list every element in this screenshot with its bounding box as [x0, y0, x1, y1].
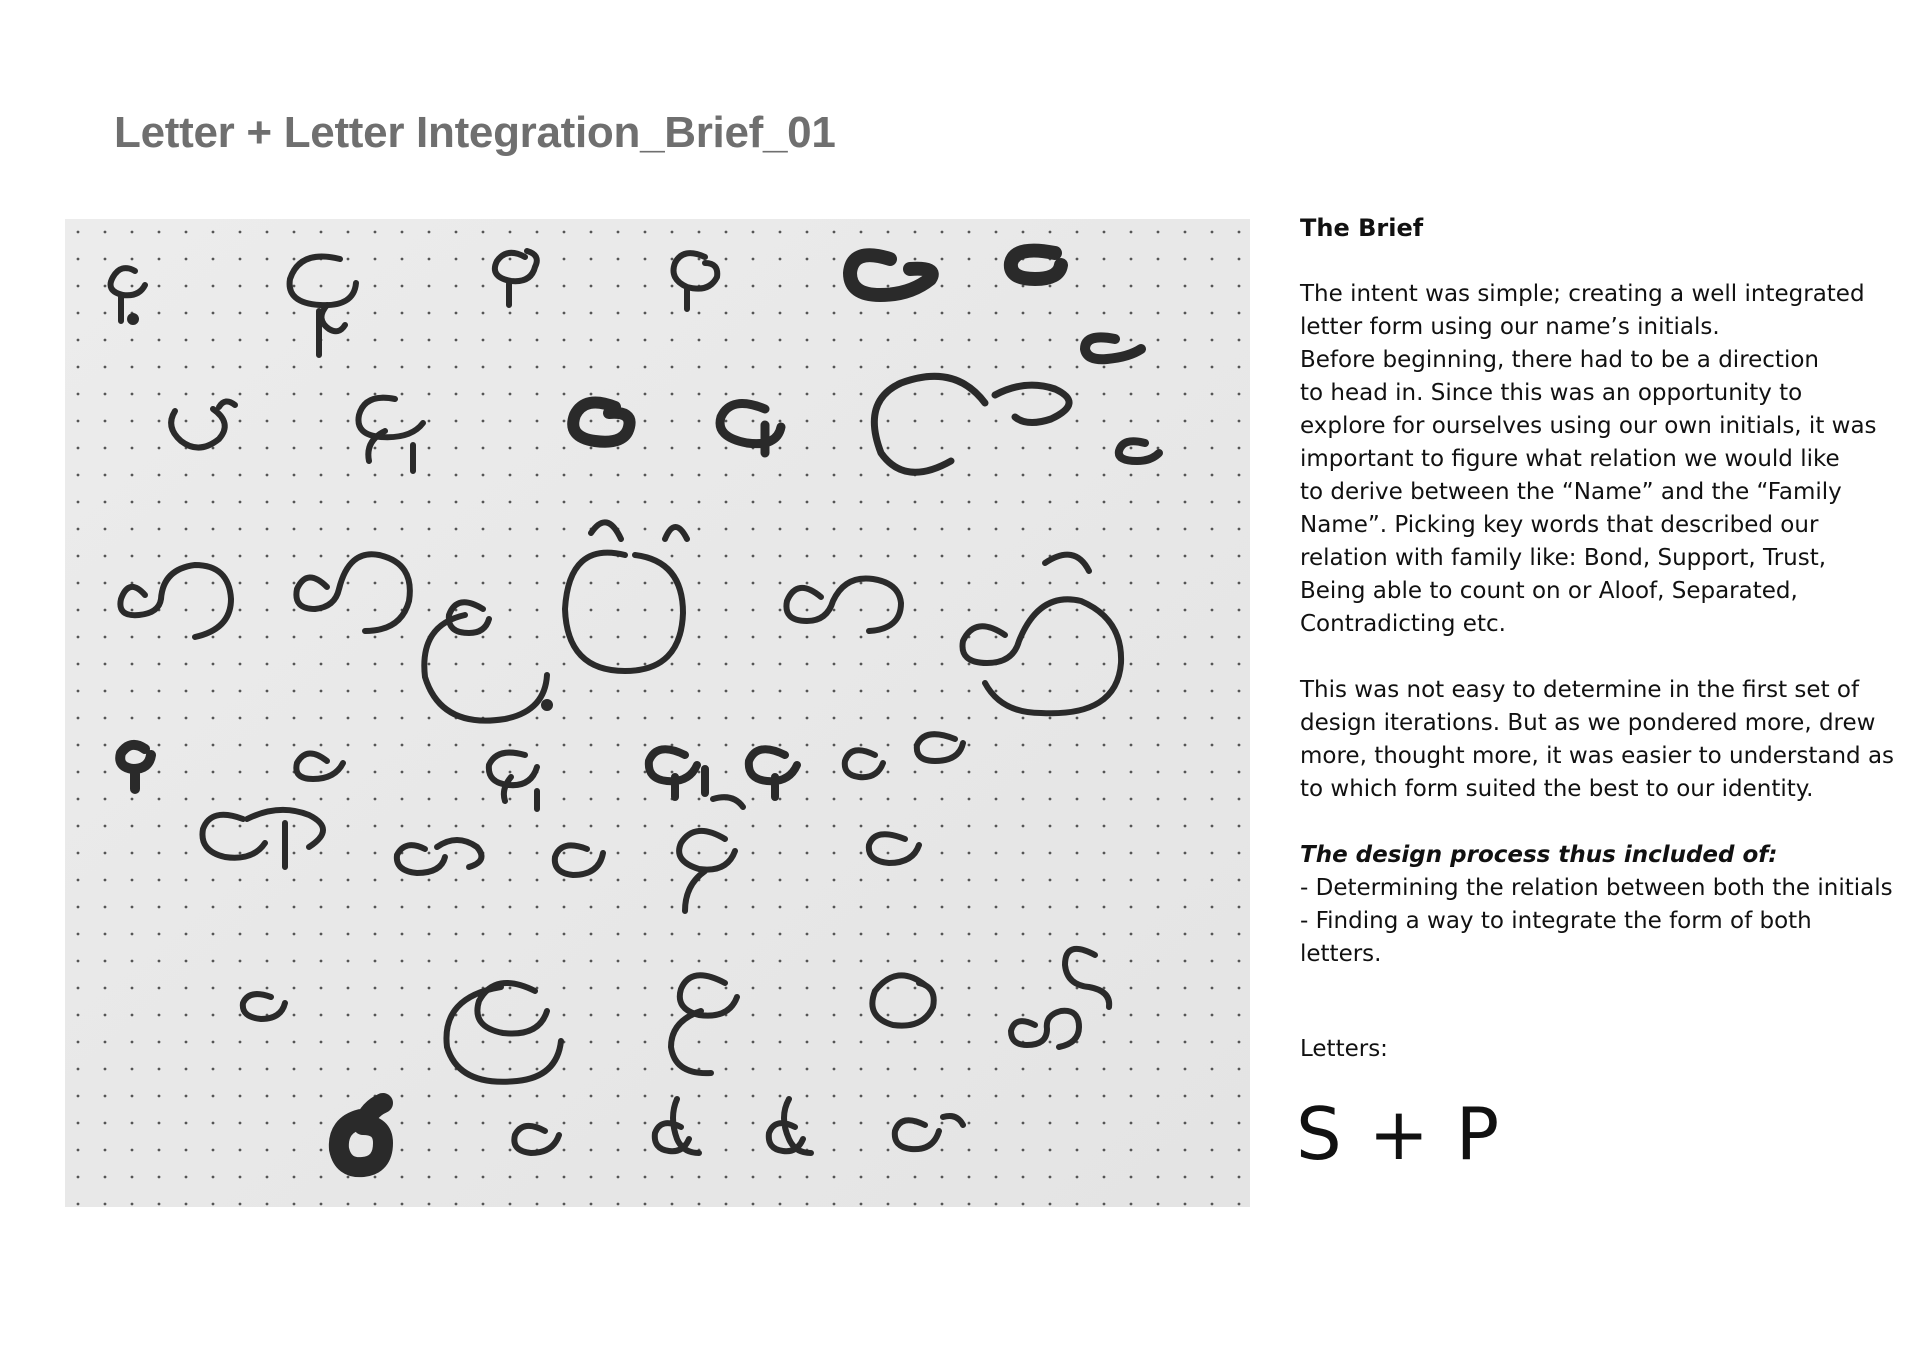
- sketch-photo: [65, 219, 1250, 1207]
- design-process-block: [1300, 839, 1893, 971]
- brief-text-column: [1300, 212, 1895, 1004]
- brief-paragraph-line: The intent was simple; creating a well integrated: [1300, 281, 1865, 307]
- brief-paragraph-line: relation with family like: Bond, Support, Trust,: [1300, 545, 1827, 571]
- brief-paragraph-line: This was not easy to determine in the first set of: [1300, 677, 1860, 703]
- brief-paragraph-line: explore for ourselves using our own initials, it was: [1300, 413, 1877, 439]
- brief-paragraph-1: [1300, 278, 1880, 641]
- design-process-item: - Determining the relation between both the initials: [1300, 875, 1893, 901]
- brief-paragraph-2: [1300, 674, 1895, 806]
- letters-value: S + P: [1296, 1092, 1502, 1176]
- brief-paragraph-line: to derive between the “Name” and the “Family: [1300, 479, 1842, 505]
- brief-paragraph-line: Contradicting etc.: [1300, 611, 1506, 637]
- design-process-item: letters.: [1300, 941, 1382, 967]
- design-process-item: - Finding a way to integrate the form of both: [1300, 908, 1812, 934]
- page-title: Letter + Letter Integration_Brief_01: [114, 108, 836, 157]
- brief-paragraph-line: to which form suited the best to our identity.: [1300, 776, 1814, 802]
- brief-paragraph-line: letter form using our name’s initials.: [1300, 314, 1720, 340]
- brief-paragraph-line: design iterations. But as we pondered more, drew: [1300, 710, 1876, 736]
- brief-paragraph-line: more, thought more, it was easier to understand as: [1300, 743, 1895, 769]
- brief-heading: The Brief: [1300, 214, 1424, 242]
- design-process-heading: The design process thus included of:: [1300, 842, 1778, 868]
- brief-paragraph-line: Name”. Picking key words that described our: [1300, 512, 1819, 538]
- brief-paragraph-line: Being able to count on or Aloof, Separated,: [1300, 578, 1798, 604]
- letters-label: Letters:: [1300, 1036, 1388, 1062]
- brief-paragraph-line: important to figure what relation we would like: [1300, 446, 1840, 472]
- brief-paragraph-line: Before beginning, there had to be a direction: [1300, 347, 1819, 373]
- brief-paragraph-line: to head in. Since this was an opportunity to: [1300, 380, 1803, 406]
